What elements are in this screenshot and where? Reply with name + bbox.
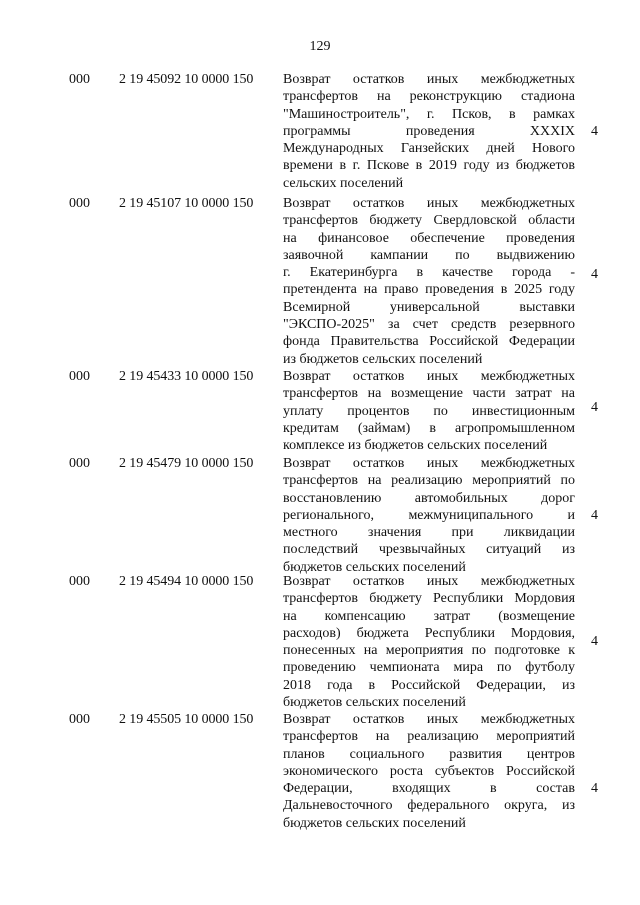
description-line: экономического роста субъектов Российской <box>283 763 576 779</box>
admin-code: 000 <box>69 456 90 471</box>
description-line: планов социального развития центров <box>283 746 575 762</box>
column-value: 4 <box>591 267 598 282</box>
admin-code: 000 <box>69 712 90 727</box>
description-line: Возврат остатков иных межбюджетных <box>283 574 575 589</box>
description-line: Дальневосточного федерального округа, из <box>283 798 576 814</box>
description-line: Федерации, входящих в состав <box>283 781 575 797</box>
budget-classification-code: 2 19 45107 10 0000 150 <box>119 196 254 211</box>
description-line: кредитам (займам) в агропромышленном <box>283 420 576 436</box>
column-value: 4 <box>591 124 598 139</box>
description-line: комплексе из бюджетов сельских поселений <box>283 438 548 454</box>
description-line: бюджетов сельских поселений <box>283 815 466 831</box>
description-line: на компенсацию затрат (возмещение <box>283 608 575 624</box>
description-line: уплату процентов по инвестиционным <box>283 403 576 419</box>
description-line: на финансовое обеспечение проведения <box>283 230 575 246</box>
description-line: заявочной кампании по выдвижению <box>283 247 575 263</box>
description-line: трансфертов на возмещение части затрат на <box>283 386 575 402</box>
description-line: трансфертов на реализацию мероприятий <box>283 729 575 745</box>
budget-classification-code: 2 19 45092 10 0000 150 <box>119 72 254 87</box>
column-value: 4 <box>591 508 598 523</box>
description-line: Возврат остатков иных межбюджетных <box>283 712 575 727</box>
description-line: восстановлению автомобильных дорог <box>283 490 576 506</box>
description-line: проведению чемпионата мира по футболу <box>283 660 575 676</box>
column-value: 4 <box>591 781 598 796</box>
income-description <box>283 368 575 454</box>
table-row <box>0 195 640 368</box>
admin-code: 000 <box>69 72 90 87</box>
description-line: 2018 года в Российской Федерации, из <box>283 677 575 693</box>
income-description <box>283 711 575 832</box>
description-line: трансфертов бюджету Свердловской области <box>283 213 575 229</box>
page-number: 129 <box>309 39 331 54</box>
description-line: Возврат остатков иных межбюджетных <box>283 196 575 211</box>
description-line: Всемирной универсальной выставки <box>283 299 575 315</box>
description-line: трансфертов на реконструкцию стадиона <box>283 89 575 105</box>
description-line: претендента на право проведения в 2025 году <box>283 282 576 298</box>
table-row <box>0 71 640 192</box>
description-line: бюджетов сельских поселений <box>283 559 466 575</box>
admin-code: 000 <box>69 574 90 589</box>
description-line: местного значения при ликвидации <box>283 525 575 541</box>
description-line: Международных Ганзейских дней Нового <box>283 141 576 157</box>
income-description <box>283 195 575 368</box>
income-description <box>283 455 575 576</box>
description-line: программы проведения XXXIX <box>283 123 575 139</box>
budget-classification-code: 2 19 45494 10 0000 150 <box>119 574 254 589</box>
description-line: Возврат остатков иных межбюджетных <box>283 72 575 87</box>
description-line: г. Екатеринбурга в качестве города - <box>283 265 575 281</box>
income-description <box>283 71 575 192</box>
table-row <box>0 711 640 832</box>
table-row <box>0 573 640 711</box>
budget-classification-code: 2 19 45433 10 0000 150 <box>119 369 254 384</box>
description-line: понесенных на мероприятия по подготовке к <box>283 643 576 659</box>
admin-code: 000 <box>69 196 90 211</box>
description-line: регионального, межмуниципального и <box>283 507 576 523</box>
description-line: сельских поселений <box>283 175 404 191</box>
column-value: 4 <box>591 634 598 649</box>
description-line: трансфертов бюджету Республики Мордовия <box>283 591 576 607</box>
description-line: трансфертов на реализацию мероприятий по <box>283 473 576 489</box>
description-line: Возврат остатков иных межбюджетных <box>283 456 575 471</box>
description-line: "ЭКСПО-2025" за счет средств резервного <box>283 317 575 333</box>
column-value: 4 <box>591 400 598 415</box>
description-line: последствий чрезвычайных ситуаций из <box>283 542 576 558</box>
admin-code: 000 <box>69 369 90 384</box>
table-row <box>0 368 640 455</box>
table-row <box>0 455 640 576</box>
description-line: фонда Правительства Российской Федерации <box>283 334 576 350</box>
budget-classification-code: 2 19 45479 10 0000 150 <box>119 456 254 471</box>
budget-classification-code: 2 19 45505 10 0000 150 <box>119 712 254 727</box>
income-description <box>283 573 575 711</box>
description-line: времени в г. Пскове в 2019 году из бюджетов <box>283 158 576 174</box>
description-line: "Машиностроитель", г. Псков, в рамках <box>283 106 575 122</box>
description-line: из бюджетов сельских поселений <box>283 351 483 367</box>
description-line: Возврат остатков иных межбюджетных <box>283 369 575 384</box>
description-line: бюджетов сельских поселений <box>283 695 466 711</box>
description-line: расходов) бюджета Республики Мордовия, <box>283 625 576 641</box>
